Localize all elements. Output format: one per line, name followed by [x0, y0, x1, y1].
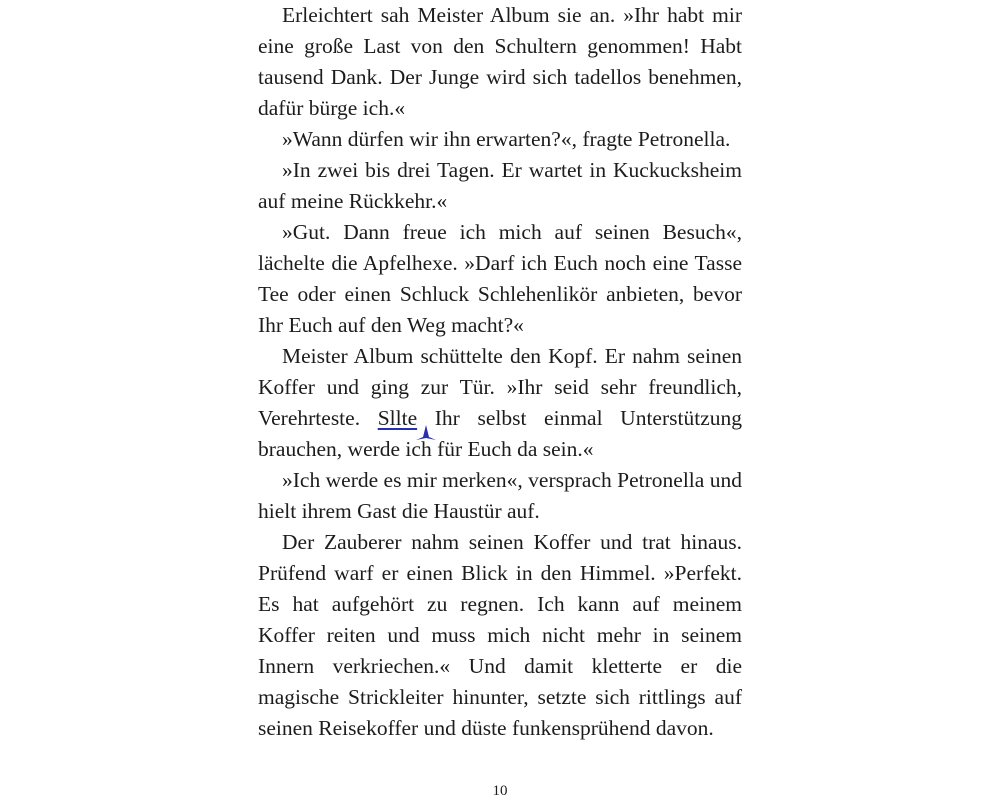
caret-insert-icon: [416, 425, 436, 445]
paragraph-1: Erleichtert sah Meister Album sie an. »Ihr habt mir eine große Last von den Schultern genommen! Habt tausend Dank. Der Junge wird sich tadellos benehmen, dafür bürge ich.«: [258, 3, 742, 120]
book-page-text: [258, 0, 742, 744]
paragraph-6: »Ich werde es mir merken«, versprach Petronella und hielt ihrem Gast die Haustür auf.: [258, 468, 742, 523]
paragraph-5-before: Meister Album schüttelte den Kopf. Er nahm seinen Koffer und ging zur Tür. »Ihr seid sehr freundlich, Verehrteste.: [258, 344, 742, 430]
typo-highlight[interactable]: [378, 403, 417, 434]
paragraph-5: [258, 341, 742, 465]
paragraph-5-after: Ihr selbst einmal Unterstützung brauchen, werde ich für Euch da sein.«: [258, 406, 742, 461]
paragraph-7: Der Zauberer nahm seinen Koffer und trat hinaus. Prüfend warf er einen Blick in den Himmel. »Perfekt. Es hat aufgehört zu regnen. Ich kann auf meinem Koffer reiten und muss mich nicht mehr in seinem Innern verkriechen.« Und damit kletterte er die magische Strickleiter hinunter, setzte sich rittlings auf seinen Reisekoffer und düste funkensprühend davon.: [258, 530, 742, 740]
paragraph-4: »Gut. Dann freue ich mich auf seinen Besuch«, lächelte die Apfelhexe. »Darf ich Euch noch eine Tasse Tee oder einen Schluck Schlehenlikör anbieten, bevor Ihr Euch auf den Weg macht?«: [258, 220, 742, 337]
page-number: 10: [492, 783, 508, 799]
typo-word: Sllte: [377, 406, 418, 430]
paragraph-3: »In zwei bis drei Tagen. Er wartet in Kuckucksheim auf meine Rückkehr.«: [258, 158, 742, 213]
paragraph-2: »Wann dürfen wir ihn erwarten?«, fragte Petronella.: [282, 127, 731, 151]
